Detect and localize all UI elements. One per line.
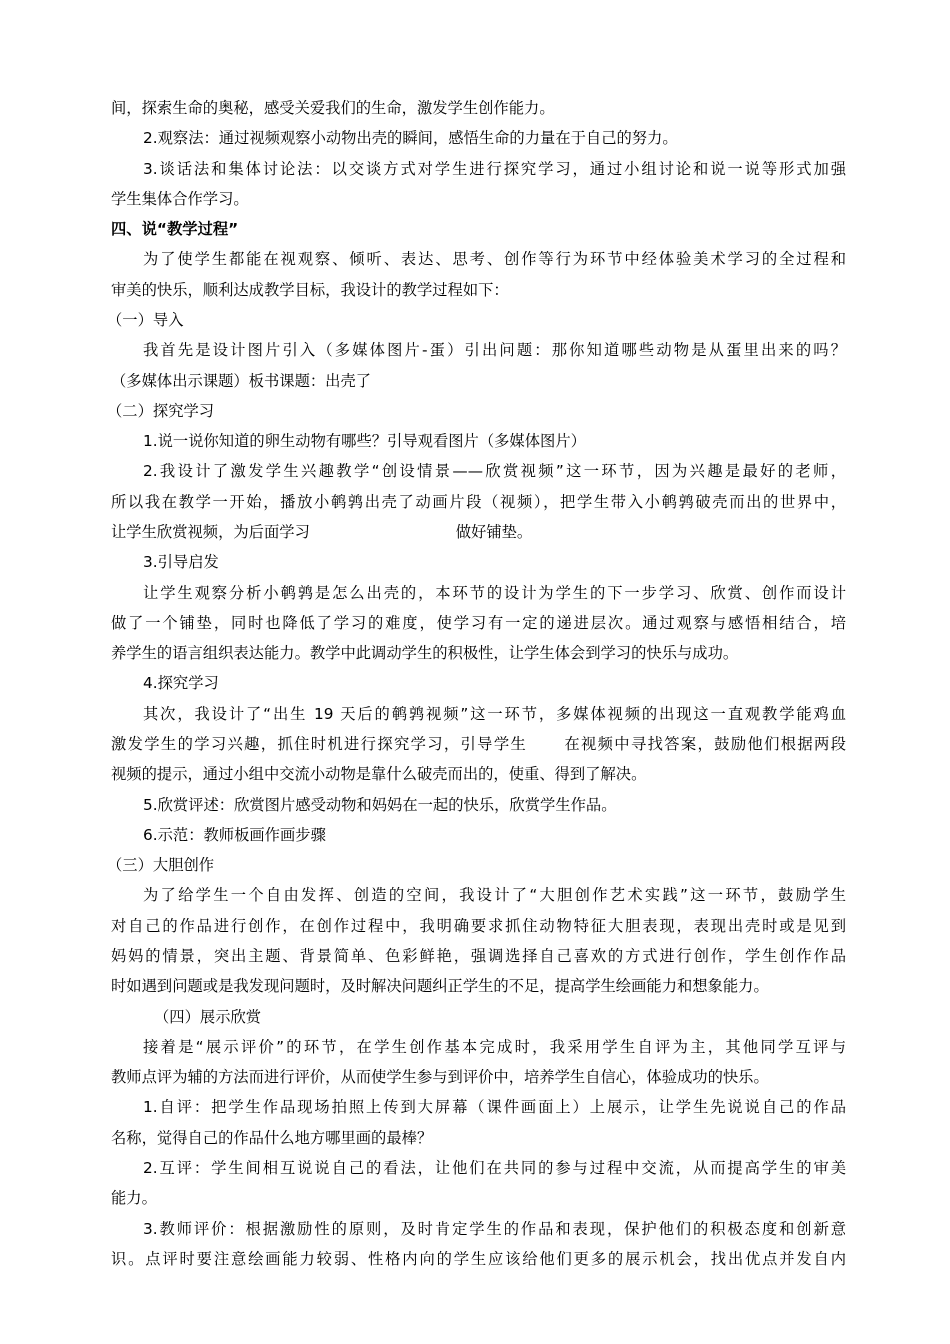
text-line: 让学生欣赏视频，为后面学习 做好铺垫。 [111, 523, 533, 541]
text-line: 所以我在教学一开始，播放小鹌鹑出壳了动画片段（视频），把学生带入小鹌鹑破壳而出的世界中， [111, 493, 846, 511]
subsection-heading: （一）导入 [107, 311, 184, 329]
text-line: 时如遇到问题或是我发现问题时，及时解决问题纠正学生的不足，提高学生绘画能力和想象能力。 [111, 977, 769, 995]
subsection-heading: （四）展示欣赏 [154, 1008, 262, 1026]
text-line: 接着是“展示评价”的环节，在学生创作基本完成时，我采用学生自评为主，其他同学互评与 [143, 1038, 846, 1056]
text-line: 3.教师评价：根据激励性的原则，及时肯定学生的作品和表现，保护他们的积极态度和创新意 [143, 1220, 846, 1238]
text-line: 间，探索生命的奥秘，感受关爱我们的生命，激发学生创作能力。 [111, 99, 555, 117]
text-line: 2.互评：学生间相互说说自己的看法，让他们在共同的参与过程中交流，从而提高学生的审美 [143, 1159, 846, 1177]
text-line: （多媒体出示课题）板书课题：出壳了 [111, 372, 372, 390]
text-line: 1.自评：把学生作品现场拍照上传到大屏幕（课件画面上）上展示，让学生先说说自己的作品 [143, 1098, 846, 1116]
text-line: 4.探究学习 [143, 674, 219, 692]
text-line: 对自己的作品进行创作，在创作过程中，我明确要求抓住动物特征大胆表现，表现出壳时或是见到 [111, 917, 846, 935]
text-line: 其次，我设计了“出生 19 天后的鹌鹑视频”这一环节，多媒体视频的出现这一直观教学能鸡血 [143, 705, 846, 723]
text-line: 视频的提示，通过小组中交流小动物是靠什么破壳而出的，使重、得到了解决。 [111, 765, 647, 783]
text-line: 妈妈的情景，突出主题、背景简单、色彩鲜艳，强调选择自己喜欢的方式进行创作，学生创作作品 [111, 947, 846, 965]
text-line: 3.谈话法和集体讨论法：以交谈方式对学生进行探究学习，通过小组讨论和说一说等形式加强 [143, 160, 846, 178]
text-line: 1.说一说你知道的卵生动物有哪些？引导观看图片（多媒体图片） [143, 432, 586, 450]
text-line: 为了使学生都能在视观察、倾听、表达、思考、创作等行为环节中经体验美术学习的全过程和 [143, 250, 846, 268]
text-line: 为了给学生一个自由发挥、创造的空间，我设计了“大胆创作艺术实践”这一环节，鼓励学生 [143, 886, 846, 904]
subsection-heading: （三）大胆创作 [107, 856, 215, 874]
text-line: 2.我设计了激发学生兴趣教学“创设情景——欣赏视频”这一环节，因为兴趣是最好的老师， [143, 462, 846, 480]
text-line: 3.引导启发 [143, 553, 219, 571]
text-line: 名称，觉得自己的作品什么地方哪里画的最棒？ [111, 1129, 433, 1147]
text-line: 养学生的语言组织表达能力。教学中此调动学生的积极性，让学生体会到学习的快乐与成功。 [111, 644, 739, 662]
subsection-heading: （二）探究学习 [107, 402, 215, 420]
text-line: 能力。 [111, 1189, 157, 1207]
text-line: 识。点评时要注意绘画能力较弱、性格内向的学生应该给他们更多的展示机会，找出优点并发自内 [111, 1250, 846, 1268]
text-line: 2.观察法：通过视频观察小动物出壳的瞬间，感悟生命的力量在于自己的努力。 [143, 129, 678, 147]
section-heading: 四、说“教学过程” [111, 220, 239, 238]
text-line: 让学生观察分析小鹌鹑是怎么出壳的，本环节的设计为学生的下一步学习、欣赏、创作而设计 [143, 584, 846, 602]
text-line: 学生集体合作学习。 [111, 190, 249, 208]
text-line: 审美的快乐，顺利达成教学目标，我设计的教学过程如下： [111, 281, 509, 299]
text-line: 我首先是设计图片引入（多媒体图片-蛋）引出问题：那你知道哪些动物是从蛋里出来的吗？ [143, 341, 846, 359]
text-line: 激发学生的学习兴趣，抓住时机进行探究学习，引导学生 在视频中寻找答案，鼓励他们根据两段 [111, 735, 846, 753]
text-line: 做了一个铺垫，同时也降低了学习的难度，使学习有一定的递进层次。通过观察与感悟相结合，培 [111, 614, 846, 632]
text-line: 6.示范：教师板画作画步骤 [143, 826, 326, 844]
text-line: 5.欣赏评述：欣赏图片感受动物和妈妈在一起的快乐，欣赏学生作品。 [143, 796, 617, 814]
text-line: 教师点评为辅的方法而进行评价，从而使学生参与到评价中，培养学生自信心，体验成功的快乐。 [111, 1068, 769, 1086]
